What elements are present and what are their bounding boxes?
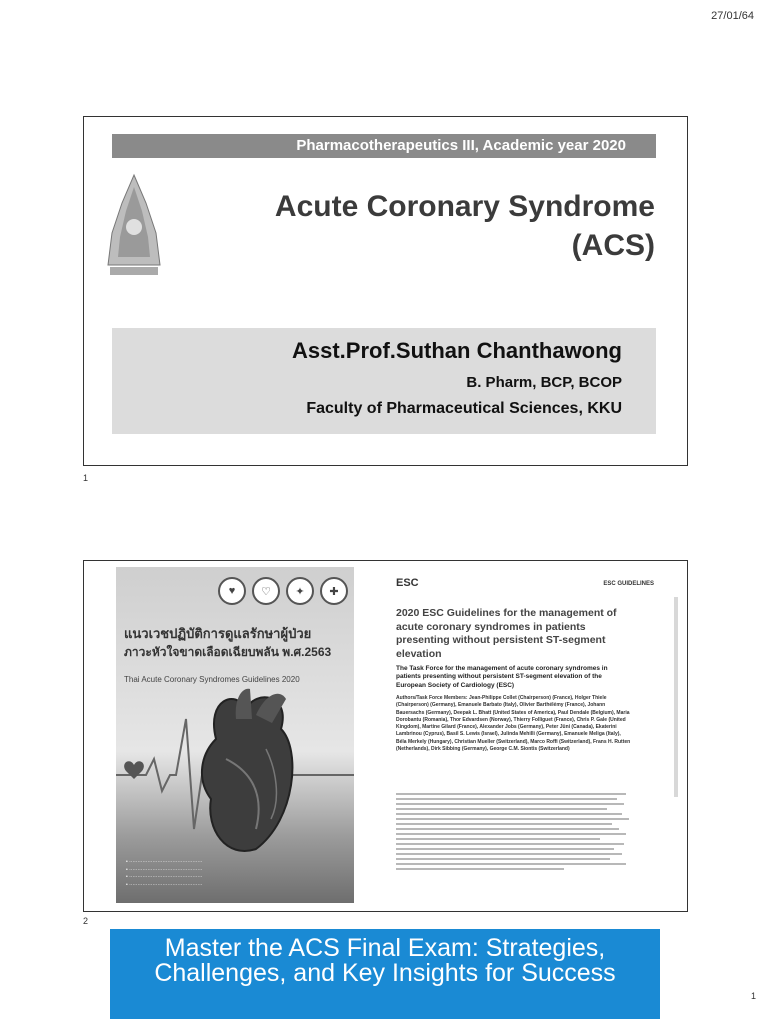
thai-subtitle: Thai Acute Coronary Syndromes Guidelines 2020 bbox=[124, 675, 300, 684]
page-number: 1 bbox=[751, 991, 757, 1001]
seal-badge-icon: ✚ bbox=[320, 577, 348, 605]
heart-badge-icon: ♡ bbox=[252, 577, 280, 605]
heart-badge-icon: ♥ bbox=[218, 577, 246, 605]
esc-fine-print bbox=[396, 793, 636, 873]
esc-authors: Authors/Task Force Members: Jean-Philippe Collet (Chairperson) (France), Holger Thiele (Chairperson) (Germany), Emanuele Barbato (Italy), Olivier Barthélémy (France), Johann Bauersachs (Germany), Deepak L. Bhatt (United States of America), Paul Dendale (Belgium), Maria Dorobantu (Romania), Thor Edvardsen (Norway), Thierry Folliguet (France), Chris P. Gale (United Kingdom), Martine Gilard (France), Alexander Jobs (Germany), Peter Jüni (Canada), Ekaterini Lambrinou (Cyprus), Basil S. Lewis (Israel), Julinda Mehilli (Germany), Emanuele Meliga (Italy), Béla Merkely (Hungary), Christian Mueller (Switzerland), Marco Roffi (Switzerland), Frans H. Rutten (Netherlands), Dirk Sibbing (Germany), George C.M. Siontis (Switzerland) bbox=[396, 695, 631, 752]
thai-cover-list: • ············································ • ············································ • ············································ • ············································ bbox=[126, 859, 203, 888]
university-logo-icon bbox=[106, 173, 162, 279]
thai-title-sub: ภาวะหัวใจขาดเลือดเฉียบพลัน พ.ศ.2563 bbox=[124, 645, 332, 659]
slide-2 bbox=[83, 560, 688, 912]
anatomical-heart-icon bbox=[116, 679, 354, 859]
esc-logo: ESC bbox=[396, 577, 419, 589]
society-badges bbox=[218, 577, 348, 605]
slide-number-2: 2 bbox=[83, 916, 89, 926]
esc-task-force: The Task Force for the management of acute coronary syndromes in patients presenting without persistent ST-segment elevation of the European Society of Cardiology (ESC) bbox=[396, 665, 608, 689]
promo-banner: Master the ACS Final Exam: Strategies, Challenges, and Key Insights for Success bbox=[110, 929, 660, 1019]
course-header: Pharmacotherapeutics III, Academic year 2020 bbox=[112, 134, 656, 158]
author-name: Asst.Prof.Suthan Chanthawong bbox=[292, 338, 622, 363]
slide-1 bbox=[83, 116, 688, 466]
thai-guideline-cover bbox=[116, 567, 354, 903]
esc-title: 2020 ESC Guidelines for the management of acute coronary syndromes in patients presenting without persistent ST-segment elevation bbox=[396, 607, 617, 660]
print-date: 27/01/64 bbox=[711, 10, 754, 22]
esc-guideline-page bbox=[390, 567, 682, 903]
esc-guidelines-label: ESC GUIDELINES bbox=[603, 581, 654, 587]
slide-title-abbrev: (ACS) bbox=[571, 229, 655, 262]
thai-title: แนวเวชปฏิบัติการดูแลรักษาผู้ป่วย bbox=[124, 626, 312, 641]
author-box bbox=[112, 328, 656, 434]
author-faculty: Faculty of Pharmaceutical Sciences, KKU bbox=[306, 400, 622, 417]
esc-side-strip bbox=[674, 597, 678, 797]
seal-badge-icon: ✦ bbox=[286, 577, 314, 605]
author-credentials: B. Pharm, BCP, BCOP bbox=[466, 374, 622, 391]
slide-number-1: 1 bbox=[83, 473, 89, 483]
slide-title: Acute Coronary Syndrome bbox=[274, 190, 655, 223]
